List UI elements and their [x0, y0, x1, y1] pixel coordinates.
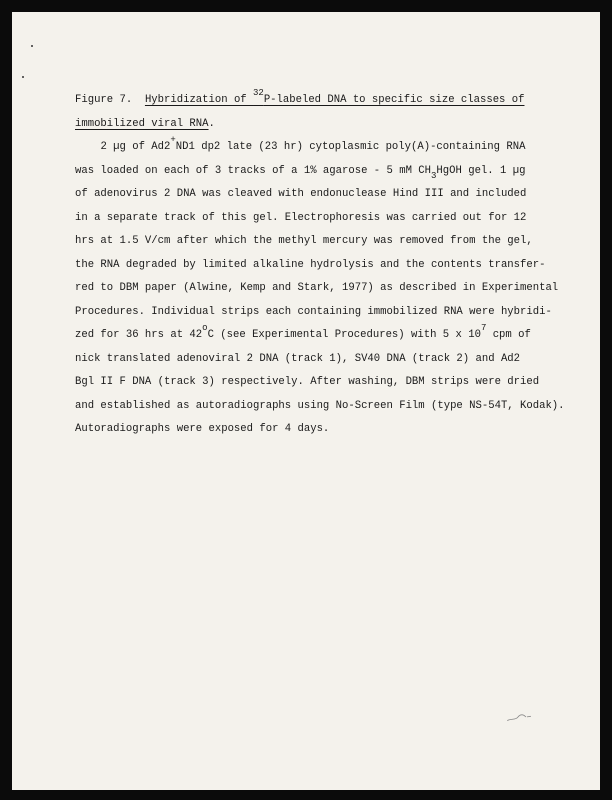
figure-caption — [75, 88, 565, 442]
body-line: in a separate track of this gel. Electrophoresis was carried out for 12 — [75, 211, 527, 224]
body-line: Autoradiographs were exposed for 4 days. — [75, 423, 330, 435]
body-line: 2 µg of Ad2+ND1 dp2 late (23 hr) cytoplasmic poly(A)-containing RNA — [100, 135, 526, 153]
body-line: Procedures. Individual strips each containing immobilized RNA were hybridi- — [75, 305, 552, 318]
body-line: the RNA degraded by limited alkaline hydrolysis and the contents transfer- — [75, 258, 546, 271]
body-line: and established as autoradiographs using No-Screen Film (type NS-54T, Kodak). — [75, 399, 565, 412]
caption-title-line — [75, 89, 535, 113]
speck — [22, 76, 24, 78]
body-line: red to DBM paper (Alwine, Kemp and Stark, 1977) as described in Experimental — [75, 282, 559, 294]
caption-title-line-2: immobilized viral RNA. — [75, 117, 215, 130]
figure-title: Hybridization of $^{32}$P-labeled DNA to specific size classes of — [144, 88, 525, 106]
figure-label: Figure 7. — [75, 94, 133, 106]
body-line: hrs at 1.5 V/cm after which the methyl mercury was removed from the gel, — [75, 235, 533, 247]
body-line: Bgl II F DNA (track 3) respectively. After washing, DBM strips were dried — [75, 376, 540, 388]
body-line: nick translated adenoviral 2 DNA (track 1), SV40 DNA (track 2) and Ad2 — [75, 352, 521, 365]
body-line: zed for 36 hrs at 42$^o$C (see Experimental Procedures) with 5 x $10^7$ cpm of — [75, 323, 531, 341]
body-line: was loaded on each of 3 tracks of a 1% agarose - 5 mM $CH_3HgOH$ gel. 1 µg — [75, 164, 526, 181]
pencil-mark — [505, 710, 532, 726]
speck — [31, 45, 33, 47]
body-line: of adenovirus 2 DNA was cleaved with endonuclease Hind III and included — [75, 188, 527, 200]
document-page — [12, 12, 600, 790]
